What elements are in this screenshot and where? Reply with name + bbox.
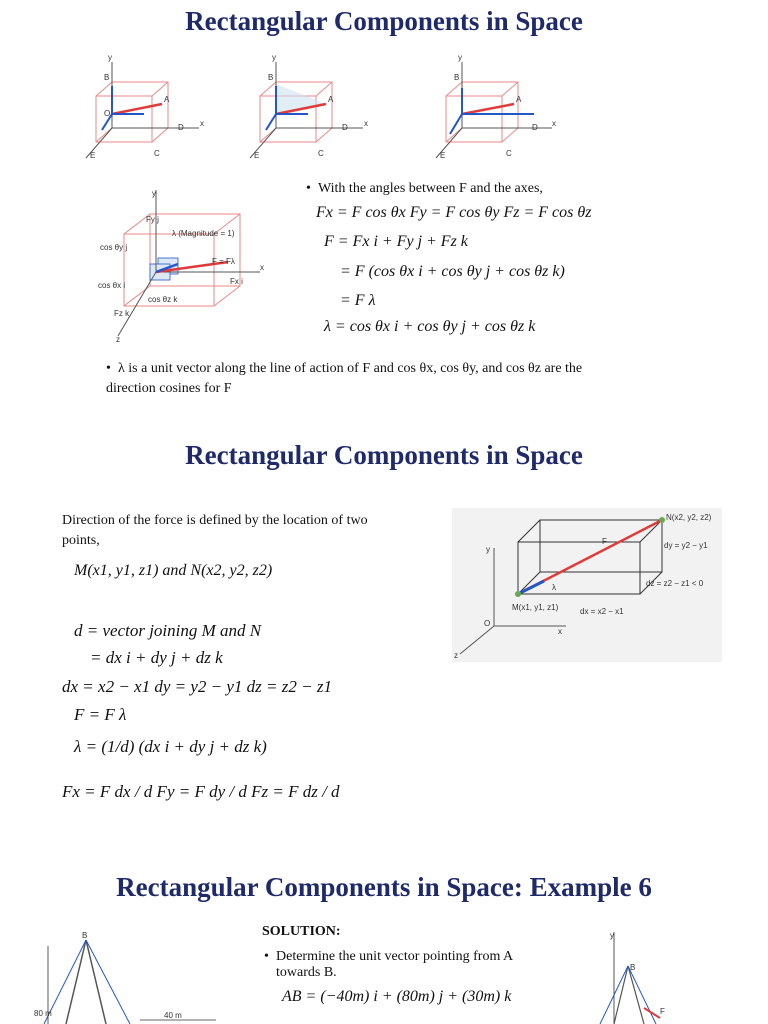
svg-text:dy = y2 − y1: dy = y2 − y1 xyxy=(664,541,708,550)
slide1-figure-a xyxy=(74,54,204,174)
svg-text:O: O xyxy=(104,109,111,118)
svg-text:C: C xyxy=(506,149,512,158)
svg-text:A: A xyxy=(164,95,170,104)
svg-text:E: E xyxy=(90,151,96,160)
svg-text:y: y xyxy=(486,545,490,554)
svg-text:A: A xyxy=(328,95,334,104)
svg-text:80 m: 80 m xyxy=(34,1009,52,1018)
svg-text:B: B xyxy=(104,73,110,82)
svg-text:cos θz k: cos θz k xyxy=(148,295,178,304)
svg-text:N(x2, y2, z2): N(x2, y2, z2) xyxy=(666,513,712,522)
svg-text:B: B xyxy=(454,73,460,82)
slide1-bullet-2-cont: direction cosines for F xyxy=(106,381,232,396)
svg-text:λ (Magnitude = 1): λ (Magnitude = 1) xyxy=(172,229,235,238)
slide1-eq-3: = F (cos θx i + cos θy j + cos θz k) xyxy=(340,263,565,280)
slide2-text-line2: points, xyxy=(62,533,100,548)
svg-text:cos θx i: cos θx i xyxy=(98,281,126,290)
svg-text:dz = z2 − z1 < 0: dz = z2 − z1 < 0 xyxy=(646,579,704,588)
svg-text:O: O xyxy=(484,619,491,628)
svg-text:C: C xyxy=(318,149,324,158)
svg-text:E: E xyxy=(254,151,260,160)
svg-text:y: y xyxy=(108,54,112,62)
svg-text:x: x xyxy=(364,119,368,128)
slide2-figure-two-points xyxy=(452,508,722,662)
slide2-eq-2: = dx i + dy j + dz k xyxy=(90,648,223,667)
slide2-title: Rectangular Components in Space xyxy=(185,440,583,470)
svg-text:Fx i: Fx i xyxy=(230,277,243,286)
svg-text:A: A xyxy=(516,95,522,104)
svg-text:E: E xyxy=(440,151,446,160)
svg-text:dx = x2 − x1: dx = x2 − x1 xyxy=(580,607,624,616)
svg-text:Fy j: Fy j xyxy=(146,215,159,224)
slide2-eq-3: dx = x2 − x1 dy = y2 − y1 dz = z2 − z1 xyxy=(62,677,332,696)
svg-text:x: x xyxy=(200,119,204,128)
slide1-eq-5: λ = cos θx i + cos θy j + cos θz k xyxy=(324,318,536,335)
svg-text:cos θy j: cos θy j xyxy=(100,243,128,252)
slide1-eq-4: = F λ xyxy=(340,292,376,309)
svg-text:D: D xyxy=(532,123,538,132)
svg-text:x: x xyxy=(552,119,556,128)
slide1-eq-1: Fx = F cos θx Fy = F cos θy Fz = F cos θz xyxy=(316,204,592,221)
svg-text:Fz k: Fz k xyxy=(114,309,130,318)
slide2-eq-1: d = vector joining M and N xyxy=(74,621,262,640)
slide3-solution-label: SOLUTION: xyxy=(262,924,341,939)
svg-text:y: y xyxy=(610,931,614,940)
slide2-points: M(x1, y1, z1) and N(x2, y2, z2) xyxy=(74,562,273,579)
svg-text:F: F xyxy=(660,1007,665,1016)
svg-text:z: z xyxy=(116,335,120,344)
svg-text:λ: λ xyxy=(552,583,556,592)
svg-text:z: z xyxy=(454,651,458,660)
slide3-figure-tower-3d xyxy=(574,926,694,1024)
slide3-bullet-1-cont: towards B. xyxy=(276,965,337,980)
svg-text:B: B xyxy=(268,73,274,82)
svg-text:F: F xyxy=(602,537,607,546)
svg-text:B: B xyxy=(82,931,88,940)
slide3-title: Rectangular Components in Space: Example 6 xyxy=(116,872,652,902)
svg-text:D: D xyxy=(178,123,184,132)
svg-text:y: y xyxy=(458,54,462,62)
svg-text:M(x1, y1, z1): M(x1, y1, z1) xyxy=(512,603,559,612)
slide1-bullet-2: • λ is a unit vector along the line of action of F and cos θx, cos θy, and cos θz are the xyxy=(118,360,678,377)
svg-text:y: y xyxy=(272,54,276,62)
svg-text:C: C xyxy=(154,149,160,158)
slide2-eq-4: F = F λ xyxy=(74,705,127,724)
svg-text:40 m: 40 m xyxy=(164,1011,182,1020)
slide1-title: Rectangular Components in Space xyxy=(185,6,583,36)
slide2-eq-5: λ = (1/d) (dx i + dy j + dz k) xyxy=(74,737,267,756)
slide1-figure-b xyxy=(238,54,368,174)
slide1-figure-c xyxy=(424,54,558,174)
svg-text:x: x xyxy=(260,263,264,272)
slide3-eq-1: AB = (−40m) i + (80m) j + (30m) k xyxy=(282,988,512,1005)
svg-text:F = Fλ: F = Fλ xyxy=(212,257,235,266)
svg-text:B: B xyxy=(630,963,636,972)
slide3-figure-tower xyxy=(30,926,230,1024)
slide1-eq-2: F = Fx i + Fy j + Fz k xyxy=(324,233,468,250)
slide1-bullet-1: • With the angles between F and the axes, xyxy=(318,180,543,197)
slide2-eq-6: Fx = F dx / d Fy = F dy / d Fz = F dz / d xyxy=(62,782,340,801)
svg-text:y: y xyxy=(152,189,156,198)
slide1-figure-lambda xyxy=(88,186,268,346)
slide3-bullet-1: • Determine the unit vector pointing from A xyxy=(276,948,513,965)
force-arrow xyxy=(112,104,162,114)
slide2-text-line1: Direction of the force is defined by the location of two xyxy=(62,513,368,528)
svg-text:D: D xyxy=(342,123,348,132)
svg-text:x: x xyxy=(558,627,562,636)
